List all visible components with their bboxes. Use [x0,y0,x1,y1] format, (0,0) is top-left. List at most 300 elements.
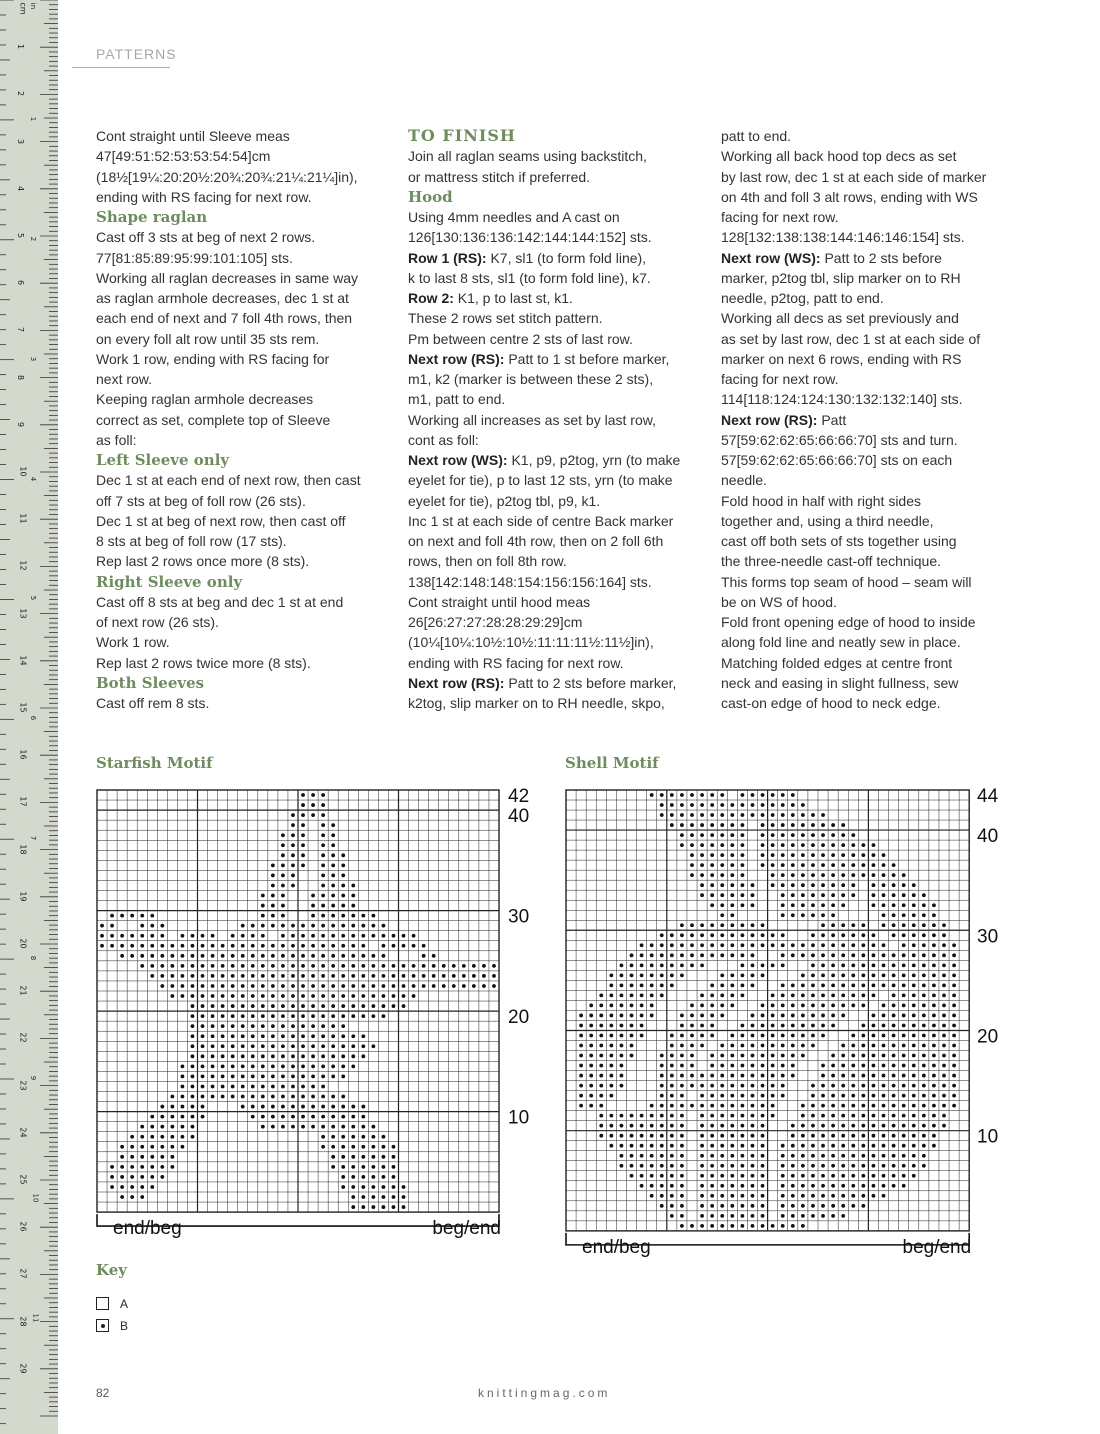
stitch-b-dot [291,833,295,837]
stitch-b-dot [922,943,926,947]
stitch-b-dot [640,1134,644,1138]
stitch-b-dot [650,973,654,977]
stitch-b-dot [321,954,325,958]
stitch-b-dot [700,923,704,927]
stitch-b-dot [331,874,335,878]
stitch-b-dot [841,1004,845,1008]
stitch-b-dot [861,1184,865,1188]
stitch-b-dot [341,874,345,878]
stitch-b-dot [371,1004,375,1008]
stitch-b-dot [781,1214,785,1218]
stitch-b-dot [710,793,714,797]
stitch-b-dot [341,1095,345,1099]
stitch-b-dot [882,1104,886,1108]
stitch-b-dot [579,1054,583,1058]
stitch-b-dot [710,933,714,937]
stitch-b-dot [912,1114,916,1118]
stitch-b-dot [321,934,325,938]
stitch-b-dot [361,1044,365,1048]
stitch-b-dot [221,1064,225,1068]
stitch-b-dot [942,923,946,927]
stitch-b-dot [922,893,926,897]
stitch-b-dot [670,803,674,807]
text-line: k to last 8 sts, sl1 (to form fold line), k7. [408,269,651,286]
stitch-b-dot [771,1044,775,1048]
stitch-b-dot [761,833,765,837]
stitch-b-dot [201,1064,205,1068]
stitch-b-dot [942,1004,946,1008]
stitch-b-dot [361,974,365,978]
stitch-b-dot [620,1074,624,1078]
stitch-b-dot [710,1154,714,1158]
stitch-b-dot [851,1114,855,1118]
stitch-b-dot [811,1094,815,1098]
stitch-b-dot [281,1024,285,1028]
stitch-b-dot [442,984,446,988]
stitch-b-dot [851,963,855,967]
stitch-b-dot [741,994,745,998]
stitch-b-dot [589,1034,593,1038]
stitch-b-dot [791,1044,795,1048]
stitch-b-dot [801,1184,805,1188]
stitch-b-dot [150,1175,154,1179]
stitch-b-dot [710,1094,714,1098]
stitch-b-dot [599,1024,603,1028]
stitch-b-dot [902,953,906,957]
stitch-b-dot [952,994,956,998]
stitch-b-dot [301,984,305,988]
stitch-b-dot [801,1004,805,1008]
stitch-b-dot [710,1074,714,1078]
stitch-b-dot [922,963,926,967]
stitch-b-dot [271,1075,275,1079]
stitch-b-dot [150,1185,154,1189]
stitch-b-dot [821,1064,825,1068]
stitch-b-dot [110,914,114,918]
stitch-b-dot [952,1024,956,1028]
stitch-b-dot [271,1085,275,1089]
stitch-b-dot [281,1004,285,1008]
text-line: m1, patt to end. [408,391,506,408]
stitch-b-dot [851,1144,855,1148]
stitch-b-dot [751,1174,755,1178]
stitch-b-dot [341,1034,345,1038]
stitch-b-dot [321,793,325,797]
stitch-b-dot [301,1115,305,1119]
stitch-b-dot [150,974,154,978]
stitch-b-dot [361,964,365,968]
stitch-b-dot [902,943,906,947]
stitch-b-dot [882,1164,886,1168]
stitch-b-dot [271,1034,275,1038]
row-number-label: 30 [508,906,530,928]
ruler-cm-mark: 28 [18,1316,28,1327]
stitch-b-dot [640,994,644,998]
stitch-b-dot [331,1165,335,1169]
stitch-b-dot [110,1175,114,1179]
stitch-b-dot [831,1184,835,1188]
stitch-b-dot [932,1034,936,1038]
stitch-b-dot [660,1094,664,1098]
stitch-b-dot [811,1184,815,1188]
stitch-b-dot [321,853,325,857]
stitch-b-dot [331,1075,335,1079]
text-run: K7, sl1 (to form fold line), [490,249,647,266]
stitch-b-dot [321,1024,325,1028]
stitch-b-dot [361,954,365,958]
stitch-b-dot [579,1034,583,1038]
stitch-b-dot [922,1074,926,1078]
stitch-b-dot [221,1075,225,1079]
stitch-b-dot [351,1115,355,1119]
text-line: Dec 1 st at beg of next row, then cast off [96,512,346,529]
stitch-b-dot [851,863,855,867]
stitch-b-dot [351,944,355,948]
stitch-b-dot [331,1145,335,1149]
stitch-b-dot [801,1214,805,1218]
stitch-b-dot [640,1184,644,1188]
stitch-b-dot [422,964,426,968]
stitch-b-dot [751,943,755,947]
stitch-b-dot [730,923,734,927]
stitch-b-dot [700,1184,704,1188]
stitch-b-dot [170,1165,174,1169]
stitch-b-dot [650,1004,654,1008]
stitch-b-dot [392,964,396,968]
stitch-b-dot [781,1024,785,1028]
stitch-b-dot [301,1064,305,1068]
stitch-b-dot [851,983,855,987]
stitch-b-dot [861,1074,865,1078]
stitch-b-dot [120,934,124,938]
text-line: Rep last 2 rows once more (8 sts). [96,553,310,570]
stitch-b-dot [680,1174,684,1178]
stitch-b-dot [670,1134,674,1138]
stitch-b-dot [690,933,694,937]
stitch-b-dot [710,843,714,847]
stitch-b-dot [720,1044,724,1048]
stitch-b-dot [181,984,185,988]
stitch-b-dot [720,853,724,857]
stitch-b-dot [922,1124,926,1128]
stitch-b-dot [851,1104,855,1108]
stitch-b-dot [761,1174,765,1178]
stitch-b-dot [452,984,456,988]
stitch-b-dot [341,1185,345,1189]
stitch-b-dot [952,1034,956,1038]
stitch-b-dot [680,1044,684,1048]
stitch-b-dot [851,1194,855,1198]
stitch-b-dot [700,1034,704,1038]
stitch-b-dot [710,1174,714,1178]
text-line: 26[26:27:27:28:28:29:29]cm [408,614,583,630]
stitch-b-dot [422,984,426,988]
stitch-b-dot [771,813,775,817]
stitch-b-dot [841,1204,845,1208]
stitch-b-dot [201,1115,205,1119]
stitch-b-dot [211,984,215,988]
stitch-b-dot [791,793,795,797]
bold-run-label: Next row (WS): [721,249,821,266]
stitch-b-dot [261,1125,265,1129]
stitch-b-dot [620,1054,624,1058]
stitch-b-dot [392,984,396,988]
stitch-b-dot [201,1054,205,1058]
stitch-b-dot [150,914,154,918]
stitch-b-dot [761,1134,765,1138]
stitch-b-dot [321,1115,325,1119]
ruler-cm-mark: 14 [18,655,28,666]
stitch-b-dot [730,994,734,998]
stitch-b-dot [811,813,815,817]
stitch-b-dot [892,1054,896,1058]
stitch-b-dot [160,1165,164,1169]
stitch-b-dot [791,1204,795,1208]
stitch-b-dot [341,964,345,968]
stitch-b-dot [160,1145,164,1149]
stitch-b-dot [341,904,345,908]
stitch-b-dot [281,944,285,948]
stitch-b-dot [640,1024,644,1028]
empty-square-icon [96,1297,109,1310]
stitch-b-dot [710,1114,714,1118]
stitch-b-dot [700,843,704,847]
stitch-b-dot [720,983,724,987]
stitch-b-dot [341,984,345,988]
stitch-b-dot [660,793,664,797]
stitch-b-dot [670,1184,674,1188]
stitch-b-dot [882,973,886,977]
ruler-inch-mark: 2 [29,236,38,241]
text-run: Patt [821,411,847,428]
stitch-b-dot [120,1195,124,1199]
stitch-b-dot [741,1044,745,1048]
stitch-b-dot [191,934,195,938]
stitch-b-dot [831,953,835,957]
stitch-b-dot [110,944,114,948]
stitch-b-dot [331,964,335,968]
stitch-b-dot [882,1034,886,1038]
stitch-b-dot [321,924,325,928]
stitch-b-dot [710,1184,714,1188]
stitch-b-dot [700,1124,704,1128]
page-number: 82 [96,1386,110,1400]
stitch-b-dot [261,954,265,958]
stitch-b-dot [361,924,365,928]
stitch-b-dot [181,944,185,948]
stitch-b-dot [311,994,315,998]
stitch-b-dot [680,1084,684,1088]
stitch-b-dot [730,1094,734,1098]
stitch-b-dot [801,1174,805,1178]
text-line: Working all decs as set previously and [721,310,959,327]
stitch-b-dot [942,983,946,987]
stitch-b-dot [670,1064,674,1068]
stitch-b-dot [251,1014,255,1018]
stitch-b-dot [620,1164,624,1168]
stitch-b-dot [100,924,104,928]
stitch-b-dot [351,1175,355,1179]
stitch-b-dot [291,823,295,827]
stitch-b-dot [882,1044,886,1048]
stitch-b-dot [251,1054,255,1058]
stitch-b-dot [680,1024,684,1028]
stitch-b-dot [130,1175,134,1179]
stitch-b-dot [952,1044,956,1048]
stitch-b-dot [861,1054,865,1058]
ruler-cm-mark: 24 [18,1127,28,1138]
ruler-cm-mark: 11 [18,513,28,524]
stitch-b-dot [872,943,876,947]
stitch-b-dot [251,984,255,988]
stitch-b-dot [922,1154,926,1158]
stitch-b-dot [281,994,285,998]
stitch-b-dot [861,1094,865,1098]
stitch-b-dot [821,883,825,887]
stitch-b-dot [341,924,345,928]
stitch-b-dot [730,1034,734,1038]
stitch-b-dot [130,1195,134,1199]
stitch-b-dot [492,964,496,968]
text-line: Keeping raglan armhole decreases [96,391,314,408]
stitch-b-dot [821,893,825,897]
stitch-b-dot [462,984,466,988]
stitch-b-dot [751,923,755,927]
stitch-b-dot [382,1175,386,1179]
stitch-b-dot [241,1105,245,1109]
stitch-b-dot [640,953,644,957]
text-line: Cont straight until Sleeve meas [96,128,290,144]
stitch-b-dot [781,1054,785,1058]
stitch-b-dot [341,1054,345,1058]
stitch-b-dot [650,793,654,797]
stitch-b-dot [690,813,694,817]
stitch-b-dot [650,1184,654,1188]
stitch-b-dot [181,1095,185,1099]
stitch-b-dot [110,924,114,928]
stitch-b-dot [751,813,755,817]
stitch-b-dot [902,1054,906,1058]
stitch-b-dot [741,1184,745,1188]
text-line: Using 4mm needles and A cast on [408,209,620,225]
stitch-b-dot [751,1044,755,1048]
stitch-b-dot [150,1145,154,1149]
stitch-b-dot [291,1085,295,1089]
stitch-b-dot [710,943,714,947]
stitch-b-dot [791,803,795,807]
stitch-b-dot [281,853,285,857]
stitch-b-dot [861,1144,865,1148]
stitch-b-dot [872,1064,876,1068]
stitch-b-dot [771,843,775,847]
stitch-b-dot [620,973,624,977]
stitch-b-dot [730,813,734,817]
stitch-b-dot [710,893,714,897]
stitch-b-dot [730,823,734,827]
stitch-b-dot [751,1184,755,1188]
stitch-b-dot [630,1014,634,1018]
stitch-b-dot [841,943,845,947]
stitch-b-dot [660,1104,664,1108]
stitch-b-dot [201,1085,205,1089]
stitch-b-dot [821,1074,825,1078]
stitch-b-dot [321,1064,325,1068]
stitch-b-dot [700,823,704,827]
stitch-b-dot [932,1134,936,1138]
stitch-b-dot [882,983,886,987]
stitch-b-dot [201,954,205,958]
stitch-b-dot [361,1054,365,1058]
stitch-b-dot [361,1185,365,1189]
stitch-b-dot [241,964,245,968]
stitch-b-dot [922,1024,926,1028]
stitch-b-dot [761,933,765,937]
stitch-b-dot [599,1134,603,1138]
stitch-b-dot [902,973,906,977]
stitch-b-dot [351,1155,355,1159]
stitch-b-dot [831,843,835,847]
stitch-b-dot [680,933,684,937]
stitch-b-dot [341,994,345,998]
stitch-b-dot [902,1144,906,1148]
stitch-b-dot [371,974,375,978]
stitch-b-dot [482,974,486,978]
stitch-b-dot [741,1214,745,1218]
stitch-b-dot [912,1044,916,1048]
stitch-b-dot [589,1074,593,1078]
stitch-b-dot [700,953,704,957]
stitch-b-dot [841,1154,845,1158]
stitch-b-dot [650,943,654,947]
stitch-b-dot [872,1144,876,1148]
stitch-b-dot [150,934,154,938]
stitch-b-dot [599,1084,603,1088]
stitch-b-dot [710,1004,714,1008]
stitch-b-dot [741,1054,745,1058]
stitch-b-dot [720,1204,724,1208]
stitch-b-dot [680,1134,684,1138]
stitch-b-dot [710,1104,714,1108]
stitch-b-dot [670,1084,674,1088]
stitch-b-dot [912,1034,916,1038]
stitch-b-dot [831,1204,835,1208]
ruler-cm-mark: 4 [16,185,26,191]
stitch-b-dot [321,823,325,827]
stitch-b-dot [130,1135,134,1139]
stitch-b-dot [791,1224,795,1228]
stitch-b-dot [730,1104,734,1108]
stitch-b-dot [872,1174,876,1178]
stitch-b-dot [771,1024,775,1028]
stitch-b-dot [371,1145,375,1149]
stitch-b-dot [912,1174,916,1178]
stitch-b-dot [741,1074,745,1078]
stitch-b-dot [261,1085,265,1089]
stitch-b-dot [201,1034,205,1038]
stitch-b-dot [201,1004,205,1008]
bold-run-label: Row 2: [408,290,454,306]
stitch-b-dot [741,953,745,957]
stitch-b-dot [811,1004,815,1008]
shell-chart [566,786,999,1258]
stitch-b-dot [670,1204,674,1208]
stitch-b-dot [912,963,916,967]
stitch-b-dot [160,964,164,968]
stitch-b-dot [640,1124,644,1128]
stitch-b-dot [781,1034,785,1038]
stitch-b-dot [690,943,694,947]
ruler-cm-mark: 20 [18,938,28,949]
